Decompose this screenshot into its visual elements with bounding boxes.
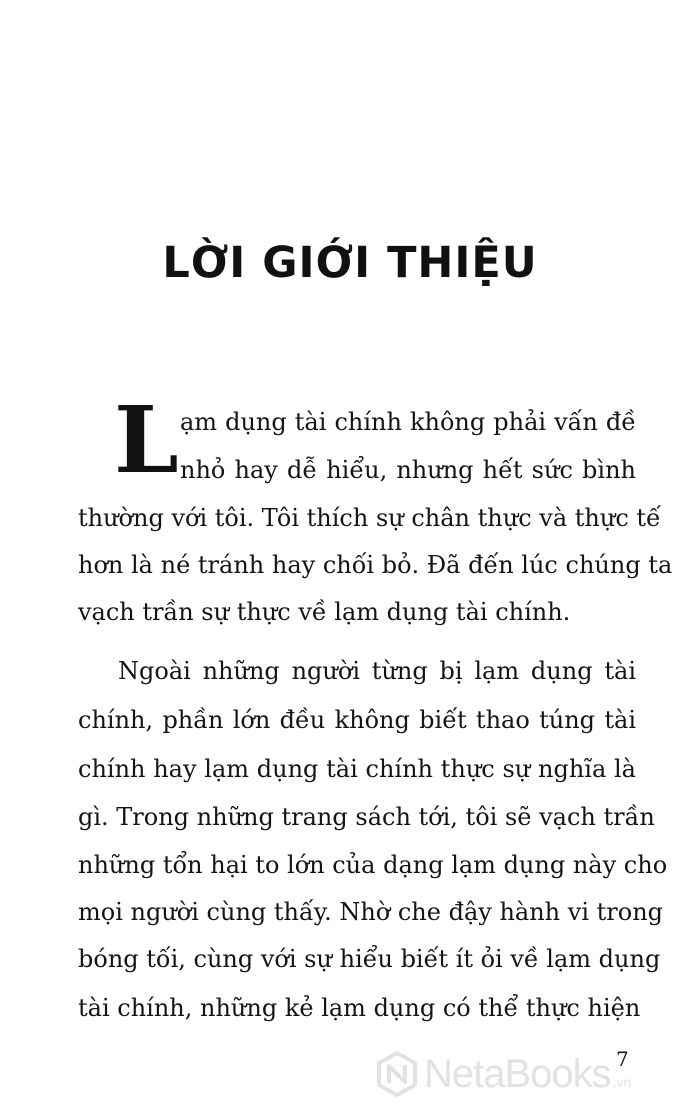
paragraph-line: ạm dụng tài chính không phải vấn đề <box>180 408 636 436</box>
paragraph-line: thường với tôi. Tôi thích sự chân thực và thực tế <box>78 504 661 532</box>
paragraph-line: gì. Trong những trang sách tới, tôi sẽ vạch trần <box>78 803 655 831</box>
watermark-suffix: .vn <box>612 1074 632 1090</box>
paragraph-line: nhỏ hay dễ hiểu, nhưng hết sức bình <box>180 456 636 484</box>
paragraph-line: hơn là né tránh hay chối bỏ. Đã đến lúc chúng ta <box>78 551 673 579</box>
paragraph-line: vạch trần sự thực về lạm dụng tài chính. <box>78 598 571 626</box>
watermark-brand: NetaBooks <box>424 1051 611 1096</box>
paragraph-line: Ngoài những người từng bị lạm dụng tài <box>118 657 636 685</box>
watermark <box>376 1050 631 1098</box>
chapter-title: LỜI GIỚI THIỆU <box>162 238 538 288</box>
drop-cap: L <box>114 386 179 494</box>
netabooks-logo-icon <box>376 1051 418 1097</box>
paragraph-line: những tổn hại to lớn của dạng lạm dụng này cho <box>78 851 668 879</box>
paragraph-line: chính hay lạm dụng tài chính thực sự nghĩa là <box>78 755 636 783</box>
paragraph-line: bóng tối, cùng với sự hiểu biết ít ỏi về lạm dụng <box>78 945 661 973</box>
paragraph-line: mọi người cùng thấy. Nhờ che đậy hành vi trong <box>78 898 664 926</box>
paragraph-line: tài chính, những kẻ lạm dụng có thể thực hiện <box>78 994 641 1022</box>
paragraph-line: chính, phần lớn đều không biết thao túng tài <box>78 706 636 734</box>
page-number: 7 <box>616 1047 629 1071</box>
